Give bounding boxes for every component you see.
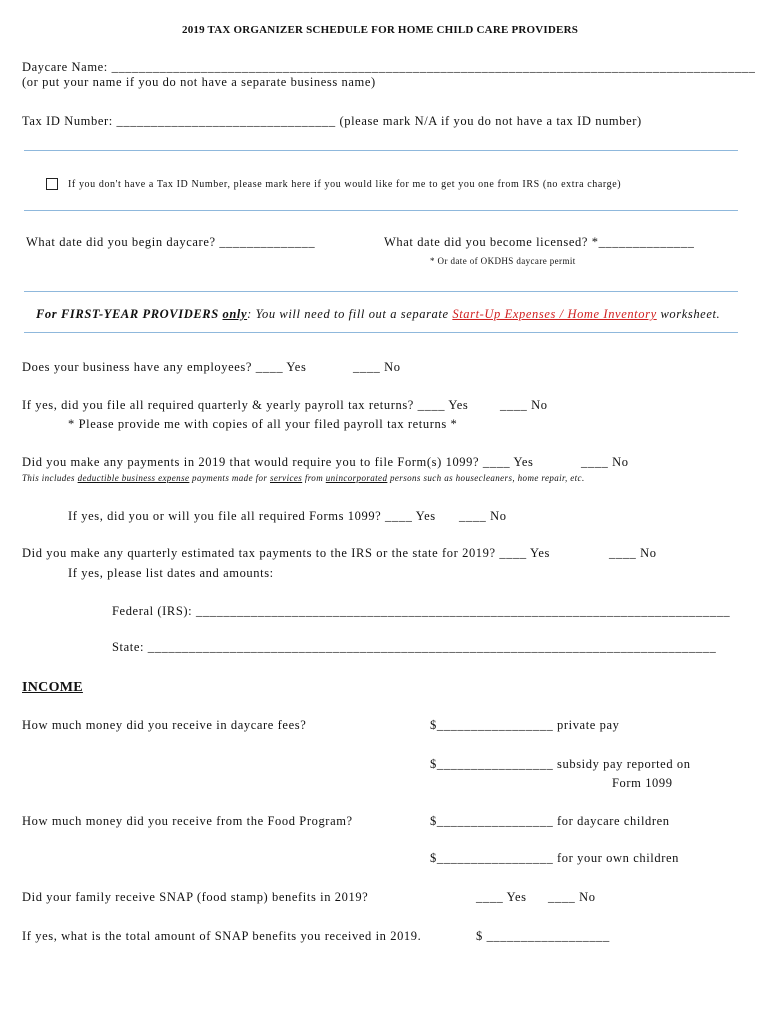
private-pay-field[interactable]: $_________________ private pay: [430, 718, 620, 732]
payroll-no[interactable]: ____ No: [500, 398, 548, 412]
snap-total-field[interactable]: $ __________________: [476, 929, 610, 943]
divider: [24, 150, 738, 151]
page-title: 2019 TAX ORGANIZER SCHEDULE FOR HOME CHILD CARE PROVIDERS: [182, 24, 579, 36]
form1099-note-mid: payments made for: [189, 473, 270, 483]
daycare-name-field[interactable]: Daycare Name: ______________________________________________________________________________________________: [22, 60, 756, 74]
form1099-no[interactable]: ____ No: [581, 455, 629, 469]
daycare-fees-question: How much money did you receive in daycare fees?: [22, 718, 307, 732]
first-year-only: only: [222, 307, 248, 321]
snap-yes[interactable]: ____ Yes: [476, 890, 527, 904]
estimated-tax-no[interactable]: ____ No: [609, 546, 657, 560]
first-year-notice: [36, 307, 720, 322]
food-daycare-children-field[interactable]: $_________________ for daycare children: [430, 814, 670, 828]
daycare-name-note: (or put your name if you do not have a separate business name): [22, 75, 376, 89]
snap-total-question: If yes, what is the total amount of SNAP benefits you received in 2019.: [22, 929, 422, 943]
form1099-note: [22, 473, 585, 483]
form1099-note-prefix: This includes: [22, 473, 78, 483]
employees-no[interactable]: ____ No: [353, 360, 401, 374]
form1099-note-u3: unincorporated: [325, 473, 388, 483]
food-own-children-field[interactable]: $_________________ for your own children: [430, 851, 679, 865]
state-field[interactable]: State: ___________________________________________________________________________________: [112, 640, 717, 654]
payroll-note: * Please provide me with copies of all your filed payroll tax returns *: [68, 417, 458, 431]
snap-no[interactable]: ____ No: [548, 890, 596, 904]
begin-daycare-date-field[interactable]: What date did you begin daycare? ______________: [26, 235, 316, 249]
form1099-note-u2: services: [269, 473, 303, 483]
divider: [24, 210, 738, 211]
subsidy-form-label: Form 1099: [612, 776, 673, 790]
divider: [24, 291, 738, 292]
startup-expenses-link[interactable]: Start-Up Expenses / Home Inventory: [452, 307, 657, 321]
tax-id-field[interactable]: Tax ID Number: ________________________________ (please mark N/A if you do not have a tax ID number): [22, 114, 642, 128]
federal-field[interactable]: Federal (IRS): ______________________________________________________________________________: [112, 604, 731, 618]
no-tax-id-checkbox[interactable]: [46, 178, 58, 190]
first-year-prefix: For FIRST-YEAR PROVIDERS: [36, 307, 223, 321]
income-heading: INCOME: [22, 680, 83, 695]
form1099-note-suffix: persons such as housecleaners, home repair, etc.: [387, 473, 585, 483]
payroll-question[interactable]: If yes, did you file all required quarterly & yearly payroll tax returns? ____ Yes: [22, 398, 469, 412]
licensed-note: * Or date of OKDHS daycare permit: [430, 256, 576, 266]
form1099-note-u1: deductible business expense: [77, 473, 190, 483]
form1099-filed-question[interactable]: If yes, did you or will you file all required Forms 1099? ____ Yes: [68, 509, 436, 523]
first-year-suffix: worksheet.: [656, 307, 721, 321]
form1099-filed-no[interactable]: ____ No: [459, 509, 507, 523]
employees-question[interactable]: Does your business have any employees? ____ Yes: [22, 360, 307, 374]
subsidy-pay-field[interactable]: $_________________ subsidy pay reported on: [430, 757, 691, 771]
estimated-list-prompt: If yes, please list dates and amounts:: [68, 566, 274, 580]
snap-question: Did your family receive SNAP (food stamp) benefits in 2019?: [22, 890, 369, 904]
food-program-question: How much money did you receive from the Food Program?: [22, 814, 353, 828]
licensed-date-field[interactable]: What date did you become licensed? *______________: [384, 235, 695, 249]
no-tax-id-checkbox-label: If you don't have a Tax ID Number, please mark here if you would like for me to get you one from IRS (no extra charge): [68, 179, 622, 190]
form1099-question[interactable]: Did you make any payments in 2019 that would require you to file Form(s) 1099? ____ Yes: [22, 455, 534, 469]
estimated-tax-question[interactable]: Did you make any quarterly estimated tax payments to the IRS or the state for 2019? ____ Yes: [22, 546, 551, 560]
form1099-note-mid2: from: [302, 473, 326, 483]
first-year-middle: : You will need to fill out a separate: [247, 307, 453, 321]
divider: [24, 332, 738, 333]
